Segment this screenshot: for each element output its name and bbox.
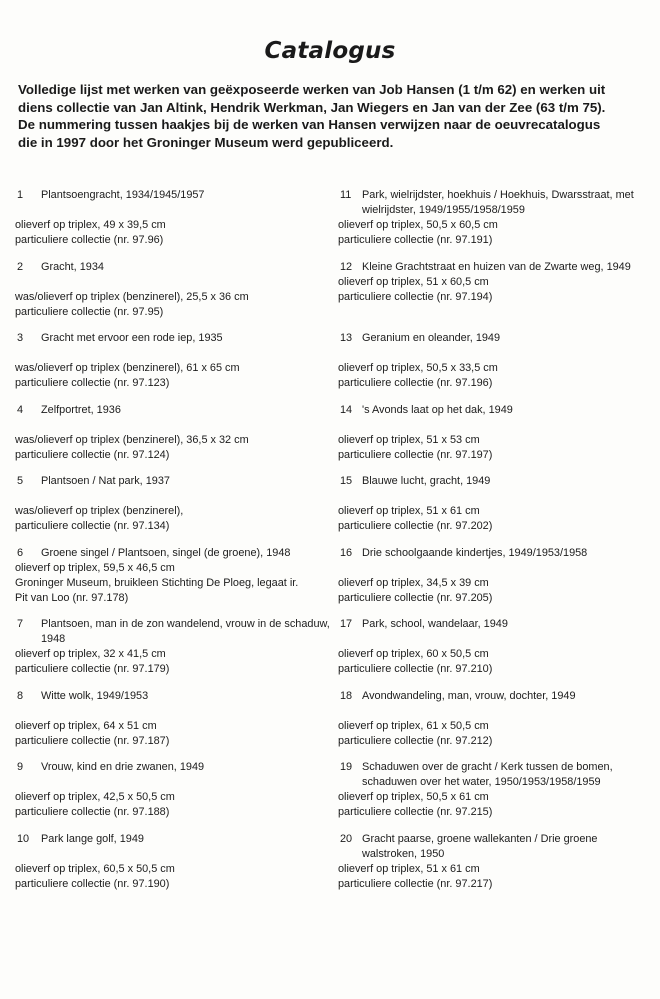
entry-detail-line: Groninger Museum, bruikleen Stichting De Ploeg, legaat ir.: [15, 576, 299, 589]
entry-title: Plantsoen, man in de zon wandelend, vrouw in de schaduw, 1948: [41, 618, 330, 645]
entry-title: Plantsoengracht, 1934/1945/1957: [41, 189, 205, 201]
entry-heading: [338, 188, 638, 218]
catalogue-entry: [15, 617, 330, 689]
entry-detail-line: olieverf op triplex, 64 x 51 cm: [15, 719, 157, 732]
entry-heading: [338, 546, 638, 561]
entry-number: 20: [340, 832, 353, 845]
catalogue-entry: [338, 403, 638, 475]
entry-number: 1: [17, 189, 24, 201]
entry-heading: [15, 188, 330, 203]
entry-detail-line: particuliere collectie (nr. 97.96): [15, 234, 164, 246]
entry-title: Gracht met ervoor een rode iep, 1935: [41, 332, 223, 344]
entry-heading: [15, 474, 330, 489]
entry-number: 3: [17, 332, 24, 344]
entry-detail-line: olieverf op triplex, 49 x 39,5 cm: [15, 219, 166, 231]
entry-detail-line: particuliere collectie (nr. 97.210): [338, 663, 493, 675]
entry-number: 17: [340, 618, 353, 630]
entry-heading: [15, 760, 330, 775]
entry-detail-line: olieverf op triplex, 42,5 x 50,5 cm: [15, 791, 175, 803]
catalogue-entry: [15, 832, 330, 904]
catalogue-entry: [338, 260, 638, 332]
entry-detail-line: olieverf op triplex, 32 x 41,5 cm: [15, 648, 166, 660]
entry-number: 14: [340, 403, 353, 416]
catalogue-entry: [338, 832, 638, 904]
entry-title: Vrouw, kind en drie zwanen, 1949: [41, 761, 205, 773]
entry-detail-line: olieverf op triplex, 51 x 61 cm: [338, 505, 480, 517]
entry-title: Park, wielrijdster, hoekhuis / Hoekhuis, Dwarsstraat, met wielrijdster, 1949/1955/1958/1959: [362, 189, 634, 216]
entry-heading: [15, 403, 330, 418]
entry-title: Witte wolk, 1949/1953: [41, 689, 149, 702]
entry-number: 10: [17, 832, 30, 845]
entry-detail-line: particuliere collectie (nr. 97.217): [338, 877, 493, 890]
entry-heading: [15, 832, 330, 847]
entry-number: 2: [17, 260, 24, 273]
catalogue-entry: [338, 689, 638, 761]
entry-heading: [338, 331, 638, 346]
entry-detail-line: olieverf op triplex, 50,5 x 60,5 cm: [338, 219, 498, 231]
entry-detail-line: particuliere collectie (nr. 97.134): [15, 520, 170, 532]
entry-heading: [338, 617, 638, 632]
entry-detail-line: was/olieverf op triplex (benzinerel), 61 x 65 cm: [15, 362, 240, 374]
entry-detail-line: olieverf op triplex, 60 x 50,5 cm: [338, 648, 489, 660]
catalogue-entry: [15, 546, 330, 618]
entry-detail-line: olieverf op triplex, 59,5 x 46,5 cm: [15, 561, 175, 574]
entry-title: Zelfportret, 1936: [41, 403, 121, 416]
entry-detail-line: olieverf op triplex, 50,5 x 61 cm: [338, 791, 489, 803]
entry-number: 19: [340, 761, 353, 773]
entry-heading: [338, 832, 638, 862]
entry-detail-line: was/olieverf op triplex (benzinerel), 25,5 x 36 cm: [15, 290, 249, 303]
catalogue-entry: [15, 331, 330, 403]
entry-number: 13: [340, 332, 353, 344]
entry-heading: [15, 331, 330, 346]
entry-title: Drie schoolgaande kindertjes, 1949/1953/1958: [362, 546, 588, 559]
intro-paragraph: Volledige lijst met werken van geëxposeerde werken van Job Hansen (1 t/m 62) en werken uit diens collectie van Jan Altink, Hendrik Werkman, Jan Wiegers en Jan van der Zee (63 t/m 75). De nummering tussen haakjes bij de werken van Hansen verwijzen naar de oeuvrecatalogus die in 1997 door het Groninger Museum werd gepubliceerd.: [18, 82, 606, 150]
catalogue-entry: [15, 760, 330, 832]
entry-detail-line: was/olieverf op triplex (benzinerel),: [15, 505, 184, 517]
entry-detail-line: olieverf op triplex, 51 x 53 cm: [338, 433, 480, 446]
entry-heading: [15, 617, 330, 647]
entry-detail-line: particuliere collectie (nr. 97.196): [338, 377, 493, 389]
catalogue-entry: [338, 331, 638, 403]
catalogue-entry: [15, 689, 330, 761]
page-title: Catalogus: [264, 38, 396, 64]
entry-detail-line: particuliere collectie (nr. 97.188): [15, 806, 170, 818]
entry-heading: [338, 760, 638, 790]
catalogue-entry: [338, 546, 638, 618]
entry-detail-line: particuliere collectie (nr. 97.179): [15, 663, 170, 675]
entry-title: Schaduwen over de gracht / Kerk tussen de bomen, schaduwen over het water, 1950/1953/1958/1959: [362, 761, 613, 788]
entry-detail-line: particuliere collectie (nr. 97.190): [15, 877, 170, 890]
entry-title: 's Avonds laat op het dak, 1949: [362, 403, 513, 416]
entry-detail-line: particuliere collectie (nr. 97.187): [15, 734, 170, 747]
entry-detail-line: olieverf op triplex, 34,5 x 39 cm: [338, 576, 489, 589]
entry-heading: [338, 474, 638, 489]
entry-detail-line: particuliere collectie (nr. 97.124): [15, 448, 170, 461]
entry-title: Geranium en oleander, 1949: [362, 332, 501, 344]
catalogue-column-left: [15, 188, 330, 903]
entry-detail-line: particuliere collectie (nr. 97.194): [338, 290, 493, 303]
entry-detail-line: particuliere collectie (nr. 97.202): [338, 520, 493, 532]
entry-number: 12: [340, 260, 353, 273]
entry-title: Gracht paarse, groene wallekanten / Drie groene walstroken, 1950: [362, 832, 598, 860]
entry-detail-line: olieverf op triplex, 60,5 x 50,5 cm: [15, 862, 175, 875]
entry-title: Park, school, wandelaar, 1949: [362, 618, 508, 630]
entry-title: Groene singel / Plantsoen, singel (de groene), 1948: [41, 546, 291, 559]
entry-detail-line: particuliere collectie (nr. 97.215): [338, 806, 493, 818]
entry-heading: [15, 689, 330, 704]
entry-title: Blauwe lucht, gracht, 1949: [362, 475, 491, 487]
entry-detail-line: was/olieverf op triplex (benzinerel), 36,5 x 32 cm: [15, 433, 249, 446]
catalogue-entry: [338, 760, 638, 832]
entry-heading: [338, 260, 638, 275]
entry-number: 6: [17, 546, 24, 559]
catalogue-column-right: [338, 188, 638, 903]
entry-detail-line: particuliere collectie (nr. 97.191): [338, 234, 493, 246]
entry-detail-line: particuliere collectie (nr. 97.123): [15, 377, 170, 389]
catalogue-entry: [15, 188, 330, 260]
catalogue-entry: [338, 188, 638, 260]
entry-heading: [338, 689, 638, 704]
catalogue-entry: [338, 617, 638, 689]
entry-number: 16: [340, 546, 353, 559]
entry-number: 7: [17, 618, 24, 630]
catalogue-entry: [15, 474, 330, 546]
entry-title: Park lange golf, 1949: [41, 832, 144, 845]
entry-heading: [338, 403, 638, 418]
entry-title: Gracht, 1934: [41, 260, 104, 273]
entry-detail-line: olieverf op triplex, 51 x 61 cm: [338, 862, 480, 875]
entry-title: Plantsoen / Nat park, 1937: [41, 475, 170, 487]
entry-title: Kleine Grachtstraat en huizen van de Zwarte weg, 1949: [362, 260, 631, 273]
entry-detail-line: particuliere collectie (nr. 97.197): [338, 448, 493, 461]
entry-detail-line: olieverf op triplex, 61 x 50,5 cm: [338, 719, 489, 732]
entry-detail-line: particuliere collectie (nr. 97.95): [15, 305, 164, 318]
entry-detail-line: olieverf op triplex, 51 x 60,5 cm: [338, 275, 489, 288]
entry-detail-line: particuliere collectie (nr. 97.212): [338, 734, 493, 747]
entry-number: 9: [17, 761, 24, 773]
catalogue-entry: [15, 403, 330, 475]
catalogue-entry: [15, 260, 330, 332]
entry-number: 18: [340, 689, 353, 702]
entry-heading: [15, 546, 330, 561]
entry-heading: [15, 260, 330, 275]
entry-number: 8: [17, 689, 24, 702]
entry-detail-line: particuliere collectie (nr. 97.205): [338, 591, 493, 604]
entry-number: 11: [340, 189, 352, 201]
entry-number: 5: [17, 475, 24, 487]
entry-title: Avondwandeling, man, vrouw, dochter, 1949: [362, 689, 576, 702]
entry-number: 15: [340, 475, 353, 487]
entry-detail-line: Pit van Loo (nr. 97.178): [15, 591, 129, 604]
entry-detail-line: olieverf op triplex, 50,5 x 33,5 cm: [338, 362, 498, 374]
entry-number: 4: [17, 403, 24, 416]
catalogue-entry: [338, 474, 638, 546]
